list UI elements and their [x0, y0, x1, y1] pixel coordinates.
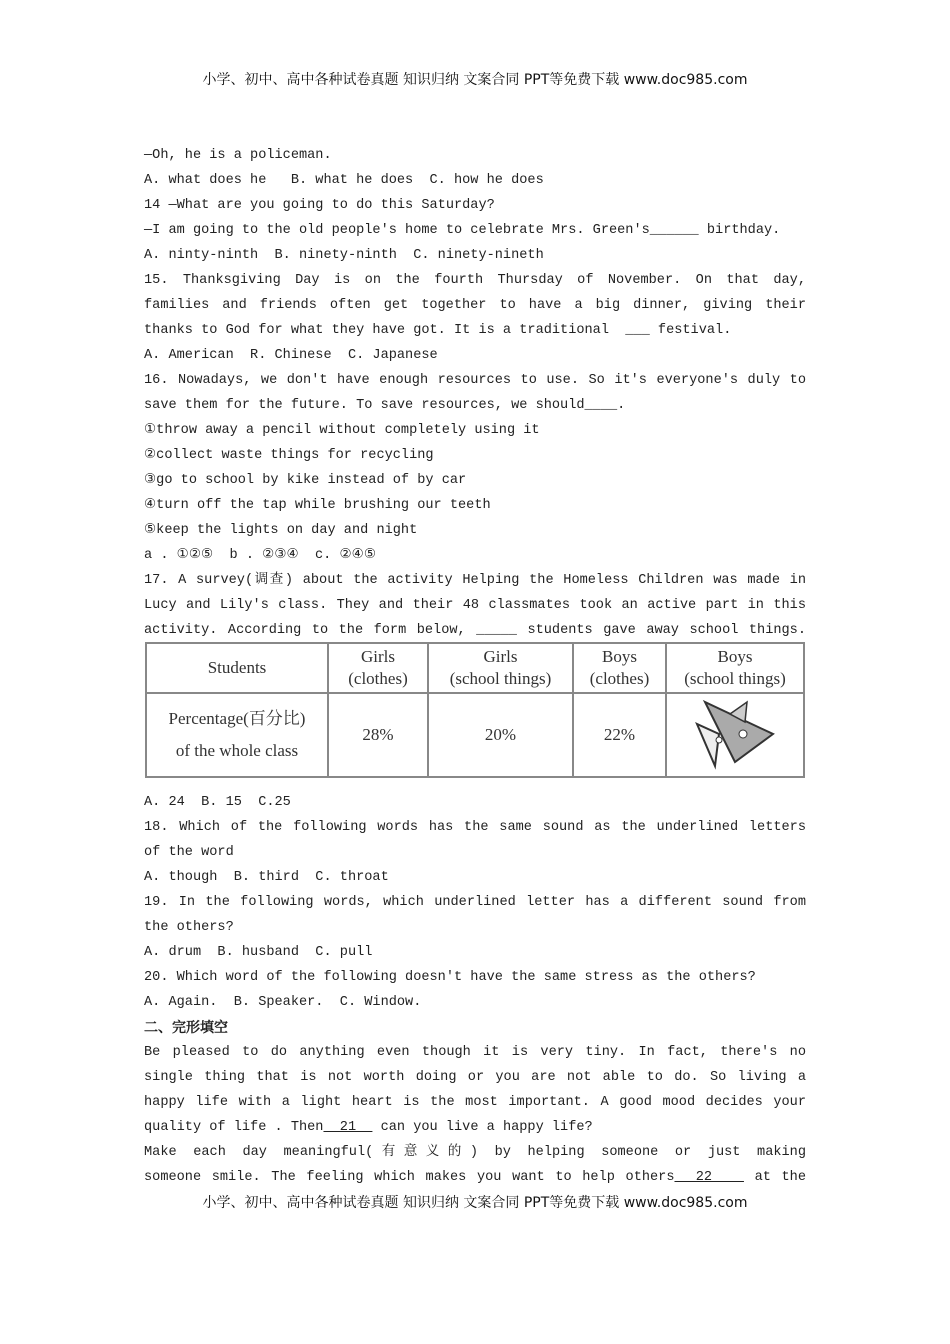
- header-text: Girls: [483, 647, 518, 666]
- section-heading: 二、完形填空: [144, 1020, 228, 1036]
- header-text: Boys: [602, 647, 637, 666]
- text-line: Make each day meaningful(有意义的) by helping someone or just making: [144, 1145, 806, 1160]
- value-boys-school-things: [666, 693, 804, 777]
- text-line: 17. A survey(调查) about the activity Helping the Homeless Children was made in: [144, 573, 806, 588]
- text-line: ④turn off the tap while brushing our teeth: [144, 498, 491, 513]
- text-line: ③go to school by kike instead of by car: [144, 473, 467, 488]
- header-text: Girls: [361, 647, 395, 666]
- text-line: A. Again. B. Speaker. C. Window.: [144, 995, 422, 1010]
- text-line: save them for the future. To save resources, we should____.: [144, 398, 626, 413]
- text-line: 14 —What are you going to do this Saturday?: [144, 198, 495, 213]
- text-line: families and friends often get together to have a big dinner, giving their: [144, 298, 806, 313]
- blank: 21: [323, 1120, 373, 1135]
- survey-table: [145, 642, 805, 778]
- text-line: Lucy and Lily's class. They and their 48 classmates took an active part in this: [144, 598, 806, 613]
- page-header: 小学、初中、高中各种试卷真题 知识归纳 文案合同 PPT等免费下载 www.doc985.com: [202, 72, 748, 88]
- header-text: (school things): [684, 669, 786, 688]
- text-line: ⑤keep the lights on day and night: [144, 523, 418, 538]
- text-line: Be pleased to do anything even though it is very tiny. In fact, there's no: [144, 1045, 806, 1060]
- value-boys-clothes: 22%: [573, 693, 666, 777]
- value-girls-clothes: 28%: [328, 693, 428, 777]
- value-girls-school-things: 20%: [428, 693, 573, 777]
- text-line: the others?: [144, 920, 234, 935]
- header-text: (clothes): [589, 669, 650, 688]
- text-line: single thing that is not worth doing or you are not able to do. So living a: [144, 1070, 806, 1085]
- row-label-1: Percentage(百分比): [168, 709, 306, 728]
- text-line: 18. Which of the following words has the same sound as the underlined letters: [144, 820, 806, 835]
- text-line: A. 24 B. 15 C.25: [144, 795, 291, 810]
- row-label-2: of the whole class: [175, 741, 299, 760]
- header-girls-school-things: [428, 643, 573, 693]
- text-line: ②collect waste things for recycling: [144, 448, 434, 463]
- text-line: ①throw away a pencil without completely using it: [144, 423, 540, 438]
- text-line: someone smile. The feeling which makes you want to help others 22 at the: [144, 1170, 806, 1185]
- text-line: a . ①②⑤ b . ②③④ c. ②④⑤: [144, 548, 377, 563]
- header-text: (clothes): [348, 669, 408, 688]
- text-line: A. what does he B. what he does C. how he does: [144, 173, 544, 188]
- header-boys-school-things: [666, 643, 804, 693]
- text-line: A. drum B. husband C. pull: [144, 945, 373, 960]
- header-text: (school things): [449, 669, 552, 688]
- text-line: of the word: [144, 845, 234, 860]
- header-girls-clothes: [328, 643, 428, 693]
- row-label: [146, 693, 328, 777]
- header-text: Boys: [717, 647, 753, 666]
- text-line: quality of life . Then 21 can you live a happy life?: [144, 1120, 593, 1135]
- text-line: activity. According to the form below, _____ students gave away school things.: [144, 623, 806, 638]
- header-boys-clothes: [573, 643, 666, 693]
- text-line: happy life with a light heart is the most important. A good mood decides your: [144, 1095, 806, 1110]
- header-students: Students: [146, 643, 328, 693]
- text-line: —I am going to the old people's home to celebrate Mrs. Green's______ birthday.: [144, 223, 781, 238]
- text-line: A. ninty-ninth B. ninety-ninth C. ninety-nineth: [144, 248, 544, 263]
- text-line: thanks to God for what they have got. It is a traditional ___ festival.: [144, 323, 732, 338]
- text-line: 16. Nowadays, we don't have enough resources to use. So it's everyone's duly to: [144, 373, 806, 388]
- page-footer: 小学、初中、高中各种试卷真题 知识归纳 文案合同 PPT等免费下载 www.doc985.com: [202, 1195, 748, 1211]
- text-line: 15. Thanksgiving Day is on the fourth Thursday of November. On that day,: [144, 273, 806, 288]
- text-line: —Oh, he is a policeman.: [144, 148, 332, 163]
- text-line: A. though B. third C. throat: [144, 870, 389, 885]
- text-line: 20. Which word of the following doesn't have the same stress as the others?: [144, 970, 756, 985]
- set-square-icon: [685, 694, 785, 770]
- text-line: 19. In the following words, which underlined letter has a different sound from: [144, 895, 806, 910]
- blank: 22: [674, 1170, 744, 1185]
- text-line: A. American R. Chinese C. Japanese: [144, 348, 438, 363]
